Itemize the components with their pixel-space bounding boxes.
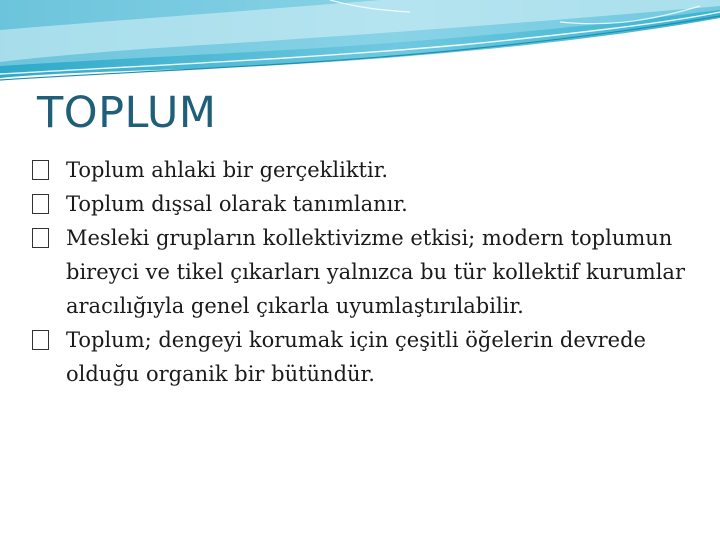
bullet-item	[30, 323, 710, 391]
bullet-text: Toplum ahlaki bir gerçekliktir.	[66, 158, 389, 182]
header-wave-decoration	[0, 0, 720, 90]
bullet-item	[30, 153, 710, 187]
bullet-item	[30, 221, 710, 323]
slide-title: TOPLUM	[37, 88, 217, 138]
bullet-text: Mesleki grupların kollektivizme etkisi; modern toplumun bireyci ve tikel çıkarları yalnızca bu tür kollektif kurumlar aracılığıyla genel çıkarla uyumlaştırılabilir.	[66, 226, 685, 318]
bullet-text: Toplum; dengeyi korumak için çeşitli öğelerin devrede olduğu organik bir bütündür.	[66, 328, 646, 386]
bullet-text: Toplum dışsal olarak tanımlanır.	[66, 192, 408, 216]
missing-glyph-icon	[32, 330, 49, 350]
bullet-item	[30, 187, 710, 221]
missing-glyph-icon	[32, 194, 49, 214]
missing-glyph-icon	[32, 228, 49, 248]
missing-glyph-icon	[32, 160, 49, 180]
bullet-list	[30, 153, 710, 391]
